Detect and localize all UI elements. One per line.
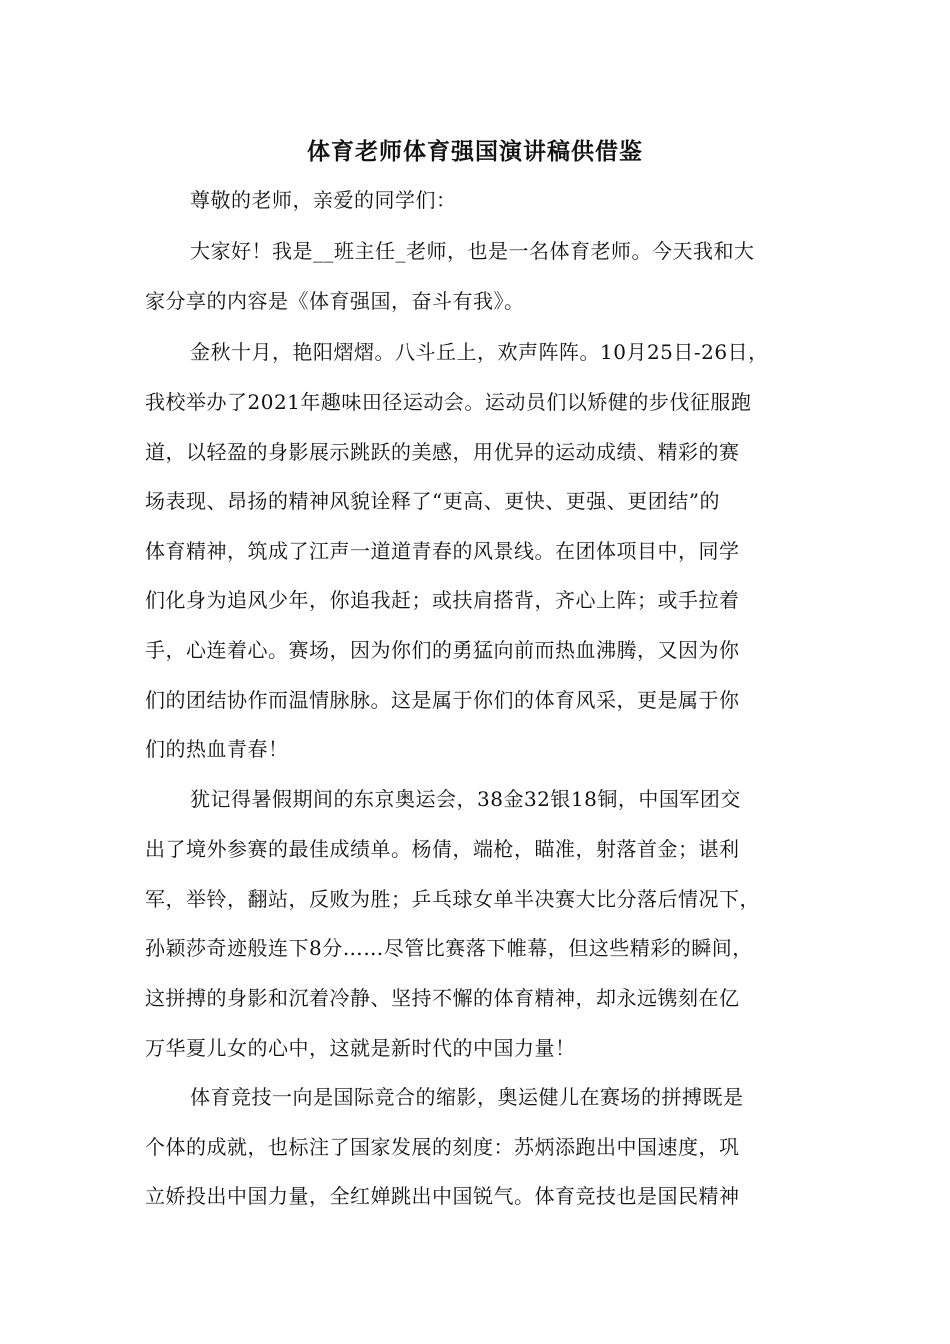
paragraph-line: 们的团结协作而温情脉脉。这是属于你们的体育风采，更是属于你 bbox=[145, 688, 740, 712]
paragraph-line: 个体的成就，也标注了国家发展的刻度：苏炳添跑出中国速度，巩 bbox=[145, 1135, 740, 1159]
paragraph-line: 们化身为追风少年，你追我赶；或扶肩搭背，齐心上阵；或手拉着 bbox=[145, 588, 740, 612]
paragraph-line: 万华夏儿女的心中，这就是新时代的中国力量！ bbox=[145, 1036, 576, 1060]
paragraph-line: 场表现、昂扬的精神风貌诠释了“更高、更快、更强、更团结”的 bbox=[145, 489, 720, 513]
paragraph-line: 大家好！我是__班主任_老师，也是一名体育老师。今天我和大 bbox=[190, 239, 755, 263]
paragraph-line: 体育精神，筑成了江声一道道青春的风景线。在团体项目中，同学 bbox=[145, 539, 740, 563]
paragraph-line: 体育竞技一向是国际竞合的缩影，奥运健儿在赛场的拼搏既是 bbox=[190, 1085, 744, 1109]
paragraph-line: 金秋十月，艳阳熠熠。八斗丘上，欢声阵阵。10月25日-26日， bbox=[190, 340, 769, 364]
paragraph-line: 手，心连着心。赛场，因为你们的勇猛向前而热血沸腾，又因为你 bbox=[145, 638, 740, 662]
paragraph-line: 孙颖莎奇迹般连下8分……尽管比赛落下帷幕，但这些精彩的瞬间， bbox=[145, 936, 753, 960]
paragraph-line: 出了境外参赛的最佳成绩单。杨倩，端枪，瞄准，射落首金；谌利 bbox=[145, 837, 740, 861]
paragraph-line: 们的热血青春！ bbox=[145, 737, 289, 761]
document-title: 体育老师体育强国演讲稿供借鉴 bbox=[307, 138, 643, 165]
paragraph-line: 道，以轻盈的身影展示跳跃的美感，用优异的运动成绩、精彩的赛 bbox=[145, 440, 740, 464]
paragraph-line: 犹记得暑假期间的东京奥运会，38金32银18铜，中国军团交 bbox=[190, 787, 741, 811]
paragraph-line: 我校举办了2021年趣味田径运动会。运动员们以矫健的步伐征服跑 bbox=[145, 390, 752, 414]
salutation-line: 尊敬的老师，亲爱的同学们： bbox=[190, 188, 457, 212]
paragraph-line: 军，举铃，翻站，反败为胜；乒乓球女单半决赛大比分落后情况下， bbox=[145, 887, 760, 911]
paragraph-line: 家分享的内容是《体育强国，奋斗有我》。 bbox=[145, 289, 525, 313]
paragraph-line: 立娇投出中国力量，全红婵跳出中国锐气。体育竞技也是国民精神 bbox=[145, 1184, 740, 1208]
paragraph-line: 这拼搏的身影和沉着冷静、坚持不懈的体育精神，却永远镌刻在亿 bbox=[145, 986, 740, 1010]
